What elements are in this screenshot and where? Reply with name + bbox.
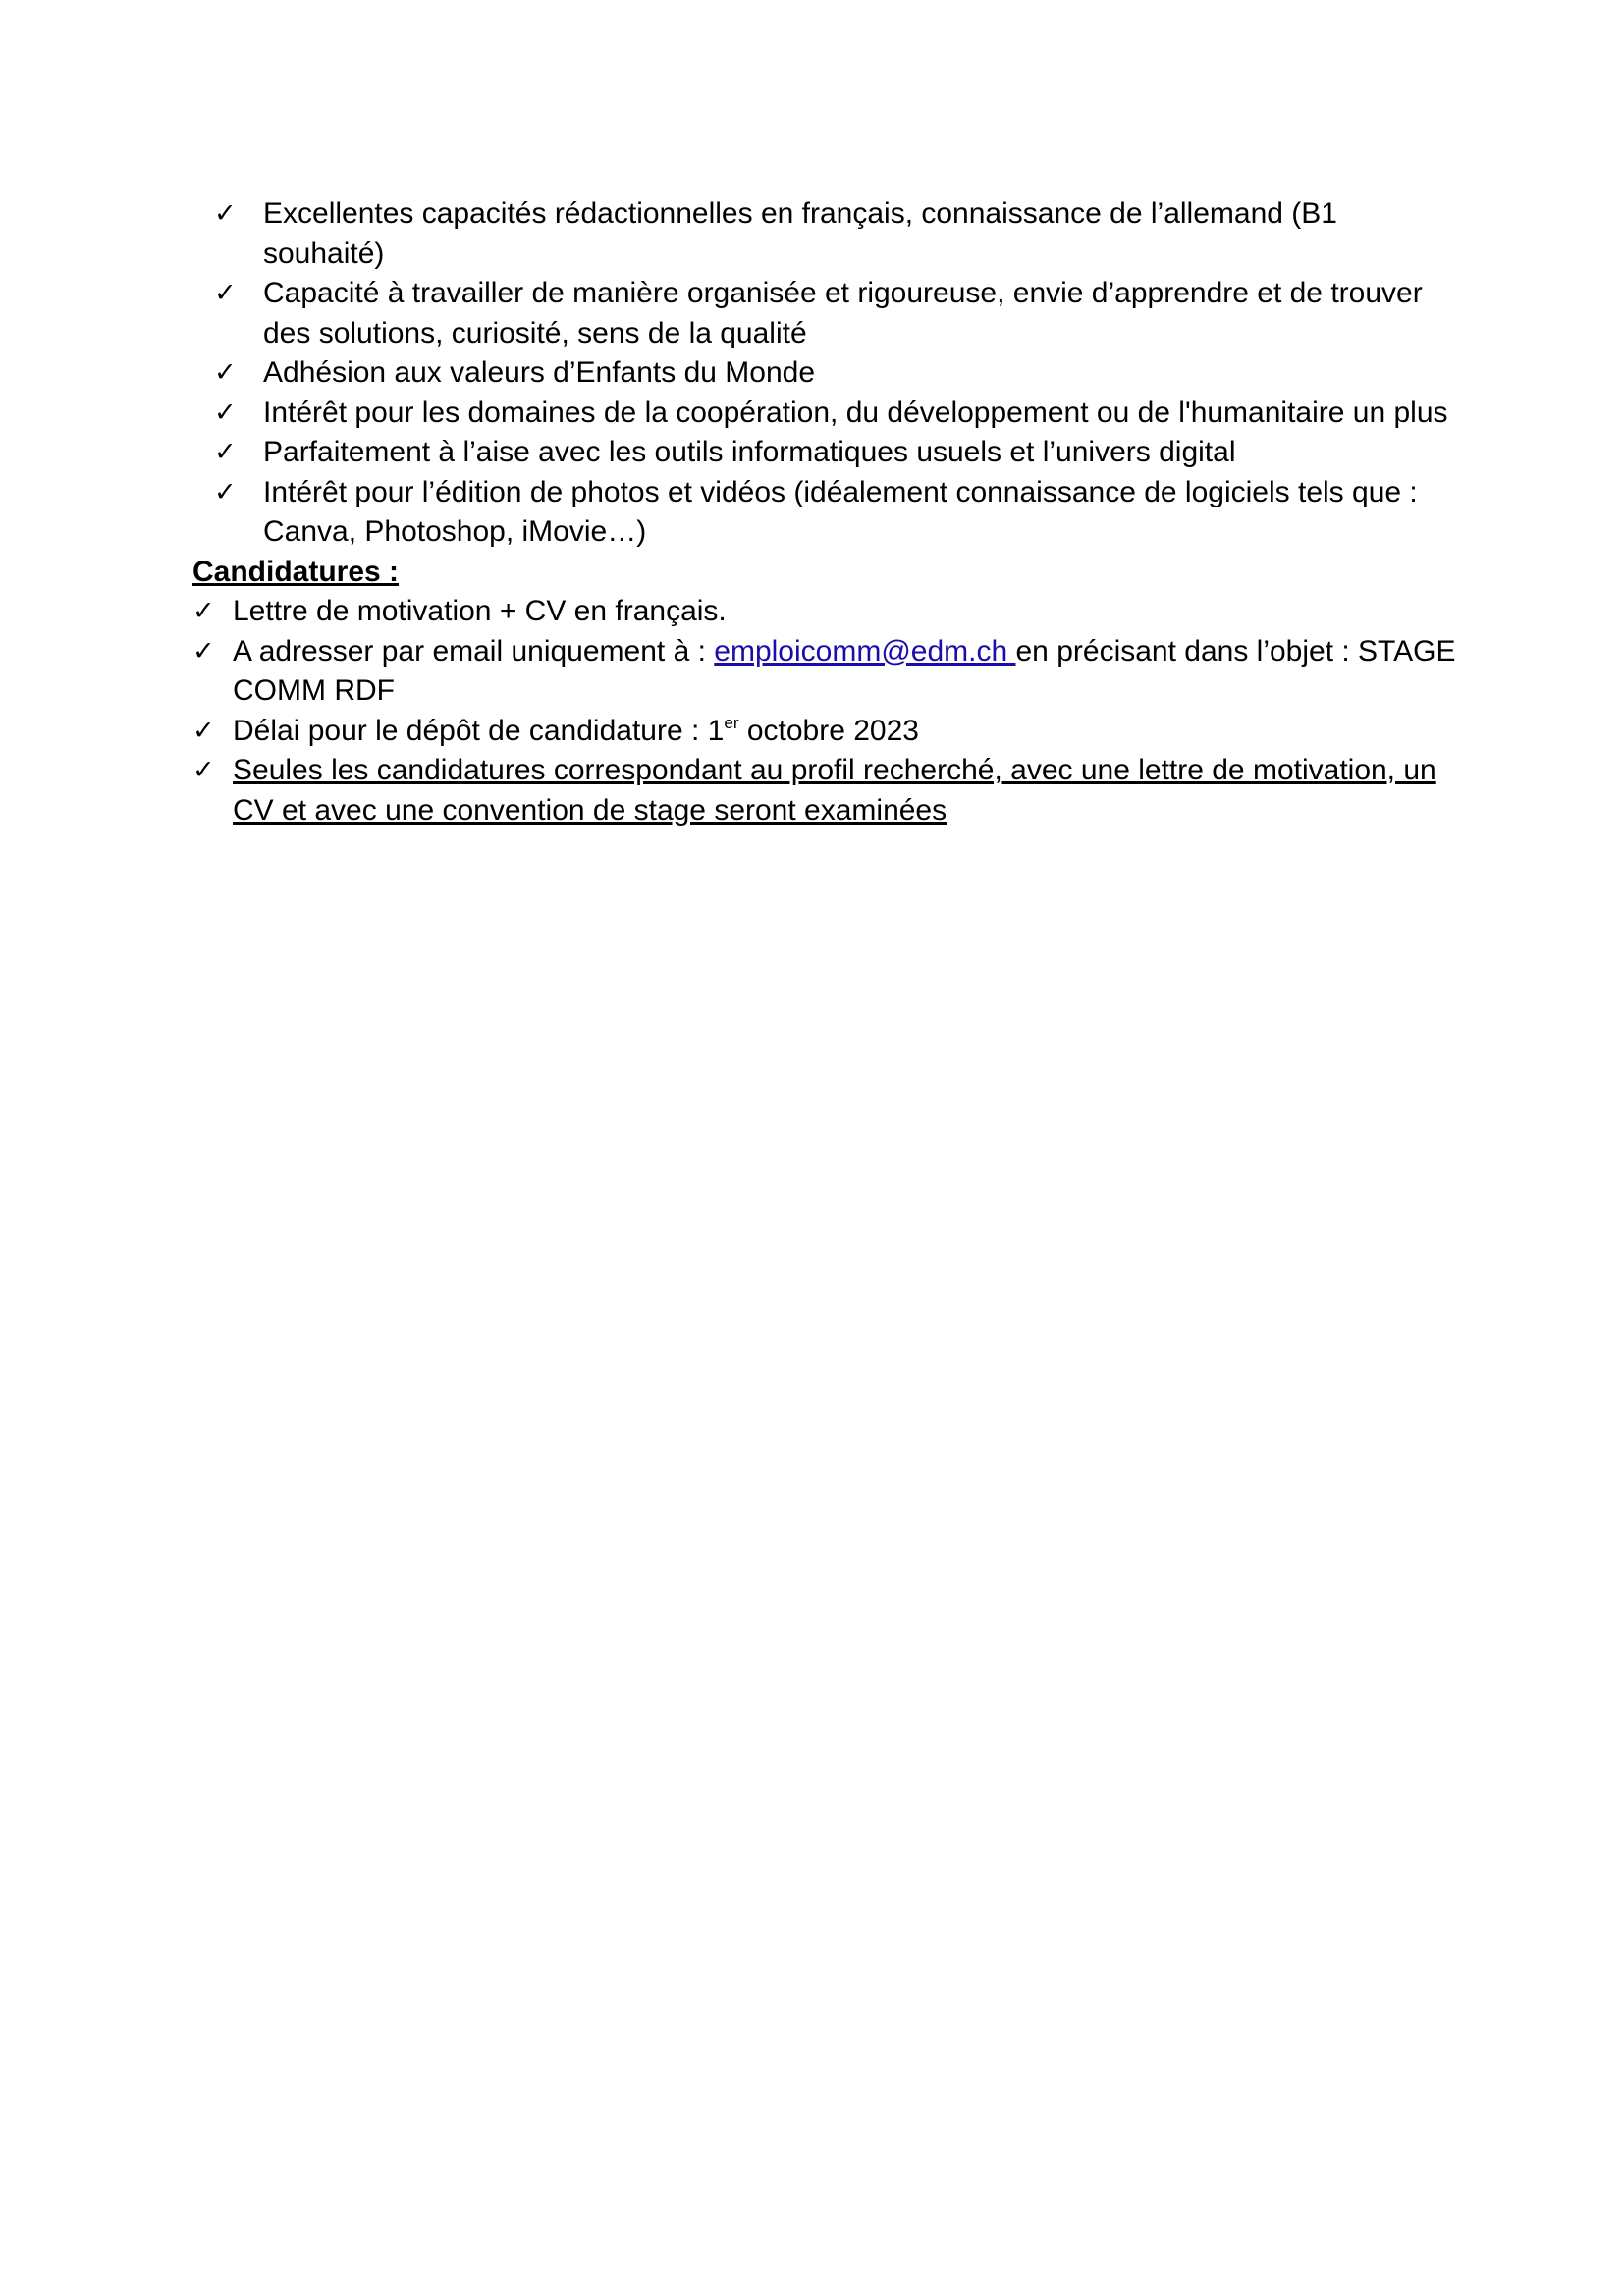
list-item bbox=[192, 592, 1469, 632]
deadline-date: octobre 2023 bbox=[738, 714, 919, 747]
list-item bbox=[214, 394, 1461, 434]
list-item bbox=[214, 473, 1461, 553]
checkmark-icon: ✓ bbox=[214, 397, 237, 428]
email-subject-text: en précisant dans l’objet : STAGE COMM RDF bbox=[233, 634, 1456, 707]
deadline-text: Délai pour le dépôt de candidature : 1 bbox=[233, 714, 725, 747]
checkmark-icon: ✓ bbox=[192, 715, 215, 746]
email-instruction-text: A adresser par email uniquement à : bbox=[233, 634, 715, 667]
selection-notice-text: Seules les candidatures correspondant au profil recherché, avec une lettre de motivation, un CV et avec une convention de stage seront examinées bbox=[233, 754, 1436, 827]
requirement-text: Adhésion aux valeurs d’Enfants du Monde bbox=[263, 356, 816, 389]
checkmark-icon: ✓ bbox=[192, 596, 215, 626]
application-documents-text: Lettre de motivation + CV en français. bbox=[233, 595, 727, 627]
requirement-text: Parfaitement à l’aise avec les outils informatiques usuels et l’univers digital bbox=[263, 436, 1236, 468]
checkmark-icon: ✓ bbox=[214, 278, 237, 308]
deadline-ordinal: er bbox=[724, 713, 739, 732]
list-item bbox=[214, 274, 1461, 353]
list-item bbox=[192, 712, 1469, 752]
applications-heading: Candidatures : bbox=[192, 556, 400, 588]
list-item bbox=[192, 751, 1469, 830]
list-item bbox=[214, 433, 1461, 473]
checkmark-icon: ✓ bbox=[192, 635, 215, 667]
applications-list bbox=[192, 592, 1469, 830]
requirement-text: Intérêt pour l’édition de photos et vidéos (idéalement connaissance de logiciels tels que : Canva, Photoshop, iMovie…) bbox=[263, 475, 1418, 548]
requirement-text: Excellentes capacités rédactionnelles en français, connaissance de l’allemand (B1 souhaité) bbox=[263, 197, 1337, 270]
list-item bbox=[214, 353, 1461, 394]
list-item bbox=[214, 194, 1461, 274]
list-item bbox=[192, 632, 1469, 712]
checkmark-icon: ✓ bbox=[192, 755, 215, 785]
checkmark-icon: ✓ bbox=[214, 437, 237, 467]
checkmark-icon: ✓ bbox=[214, 198, 237, 229]
checkmark-icon: ✓ bbox=[214, 357, 237, 388]
email-link[interactable]: emploicomm@edm.ch bbox=[714, 634, 1016, 667]
requirement-text: Capacité à travailler de manière organisée et rigoureuse, envie d’apprendre et de trouver des solutions, curiosité, sens de la qualité bbox=[263, 277, 1423, 349]
requirement-text: Intérêt pour les domaines de la coopération, du développement ou de l'humanitaire un plus bbox=[263, 396, 1448, 429]
checkmark-icon: ✓ bbox=[214, 476, 237, 507]
requirements-list bbox=[214, 194, 1461, 553]
